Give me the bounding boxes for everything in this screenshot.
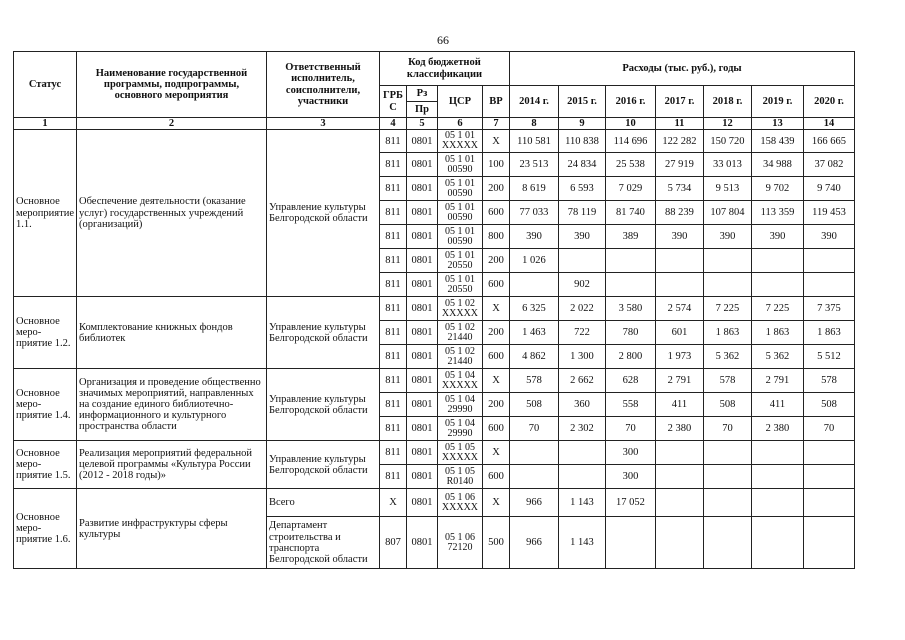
- vr-cell: 800: [482, 225, 509, 249]
- rzpr-cell: 0801: [406, 393, 437, 417]
- amount-cell: 1 863: [803, 321, 854, 345]
- amount-cell: [751, 517, 803, 569]
- amount-cell: 300: [605, 441, 655, 465]
- vr-cell: 600: [482, 201, 509, 225]
- amount-cell: 77 033: [509, 201, 558, 225]
- rzpr-cell: 0801: [406, 177, 437, 201]
- csr-cell: 05 1 04 29990: [437, 417, 482, 441]
- header-budget-code: Код бюджетной классификации: [379, 52, 509, 86]
- grbs-cell: 811: [379, 177, 406, 201]
- col-number: 9: [558, 118, 605, 130]
- col-number: 13: [751, 118, 803, 130]
- table-row: [14, 489, 855, 517]
- amount-cell: 411: [655, 393, 703, 417]
- amount-cell: 70: [803, 417, 854, 441]
- amount-cell: 4 862: [509, 345, 558, 369]
- amount-cell: 119 453: [803, 201, 854, 225]
- amount-cell: 5 362: [751, 345, 803, 369]
- rzpr-cell: 0801: [406, 441, 437, 465]
- rzpr-cell: 0801: [406, 273, 437, 297]
- header-rz: Рз: [406, 86, 437, 102]
- amount-cell: 113 359: [751, 201, 803, 225]
- amount-cell: 9 513: [703, 177, 751, 201]
- amount-cell: 902: [558, 273, 605, 297]
- csr-cell: 05 1 05 XXXXX: [437, 441, 482, 465]
- vr-cell: 600: [482, 273, 509, 297]
- amount-cell: 150 720: [703, 130, 751, 153]
- amount-cell: [803, 517, 854, 569]
- responsible-cell: Управление культуры Белгородской области: [266, 369, 379, 441]
- col-number: 10: [605, 118, 655, 130]
- status-cell: Основное меро- приятие 1.4.: [14, 369, 77, 441]
- amount-cell: [803, 273, 854, 297]
- col-number: 12: [703, 118, 751, 130]
- amount-cell: 390: [703, 225, 751, 249]
- amount-cell: 110 838: [558, 130, 605, 153]
- rzpr-cell: 0801: [406, 225, 437, 249]
- amount-cell: [655, 441, 703, 465]
- grbs-cell: 811: [379, 369, 406, 393]
- amount-cell: 1 463: [509, 321, 558, 345]
- grbs-cell: 811: [379, 441, 406, 465]
- vr-cell: 600: [482, 465, 509, 489]
- rzpr-cell: 0801: [406, 130, 437, 153]
- amount-cell: 1 143: [558, 517, 605, 569]
- amount-cell: [803, 465, 854, 489]
- amount-cell: 5 362: [703, 345, 751, 369]
- grbs-cell: 811: [379, 249, 406, 273]
- vr-cell: 600: [482, 417, 509, 441]
- activity-name-cell: Реализация мероприятий федеральной целевой программы «Культура России (2012 - 2018 годы)»: [76, 441, 266, 489]
- rzpr-cell: 0801: [406, 201, 437, 225]
- amount-cell: 300: [605, 465, 655, 489]
- status-cell: Основное мероприятие 1.1.: [14, 130, 77, 297]
- csr-cell: 05 1 01 20550: [437, 273, 482, 297]
- amount-cell: 411: [751, 393, 803, 417]
- csr-cell: 05 1 01 XXXXX: [437, 130, 482, 153]
- table-body: [14, 130, 855, 569]
- amount-cell: 17 052: [605, 489, 655, 517]
- amount-cell: 7 029: [605, 177, 655, 201]
- amount-cell: [605, 249, 655, 273]
- csr-cell: 05 1 01 00590: [437, 153, 482, 177]
- amount-cell: 70: [703, 417, 751, 441]
- amount-cell: 578: [509, 369, 558, 393]
- amount-cell: 37 082: [803, 153, 854, 177]
- amount-cell: [655, 273, 703, 297]
- amount-cell: 780: [605, 321, 655, 345]
- amount-cell: 88 239: [655, 201, 703, 225]
- grbs-cell: 811: [379, 225, 406, 249]
- rzpr-cell: 0801: [406, 417, 437, 441]
- activity-name-cell: Комплектование книжных фондов библиотек: [76, 297, 266, 369]
- responsible-cell: Всего: [266, 489, 379, 517]
- header-responsible: Ответственный исполнитель, соисполнители, участники: [266, 52, 379, 118]
- amount-cell: 24 834: [558, 153, 605, 177]
- amount-cell: 578: [703, 369, 751, 393]
- rzpr-cell: 0801: [406, 345, 437, 369]
- budget-table: [13, 51, 855, 569]
- amount-cell: 9 702: [751, 177, 803, 201]
- amount-cell: 390: [751, 225, 803, 249]
- grbs-cell: 811: [379, 130, 406, 153]
- amount-cell: 70: [605, 417, 655, 441]
- amount-cell: 578: [803, 369, 854, 393]
- amount-cell: 966: [509, 489, 558, 517]
- rzpr-cell: 0801: [406, 249, 437, 273]
- vr-cell: X: [482, 297, 509, 321]
- col-number: 1: [14, 118, 77, 130]
- rzpr-cell: 0801: [406, 321, 437, 345]
- header-vr: ВР: [482, 86, 509, 118]
- amount-cell: 360: [558, 393, 605, 417]
- page-number: 66: [437, 33, 449, 47]
- amount-cell: 3 580: [605, 297, 655, 321]
- csr-cell: 05 1 02 21440: [437, 321, 482, 345]
- amount-cell: 2 380: [655, 417, 703, 441]
- amount-cell: 25 538: [605, 153, 655, 177]
- header-year: 2018 г.: [703, 86, 751, 118]
- amount-cell: 1 026: [509, 249, 558, 273]
- grbs-cell: 811: [379, 201, 406, 225]
- header-name: Наименование государственной программы, подпрограммы, основного мероприятия: [76, 52, 266, 118]
- amount-cell: [703, 249, 751, 273]
- responsible-cell: Управление культуры Белгородской области: [266, 441, 379, 489]
- amount-cell: [655, 249, 703, 273]
- responsible-cell: Департамент строительства и транспорта Белгородской области: [266, 517, 379, 569]
- amount-cell: 23 513: [509, 153, 558, 177]
- csr-cell: 05 1 06 72120: [437, 517, 482, 569]
- amount-cell: 2 574: [655, 297, 703, 321]
- grbs-cell: 811: [379, 153, 406, 177]
- grbs-cell: 811: [379, 321, 406, 345]
- header-pr: Пр: [406, 102, 437, 118]
- amount-cell: [703, 441, 751, 465]
- amount-cell: 966: [509, 517, 558, 569]
- table-header: [14, 52, 855, 130]
- amount-cell: 7 375: [803, 297, 854, 321]
- amount-cell: 389: [605, 225, 655, 249]
- amount-cell: 1 973: [655, 345, 703, 369]
- col-number: 8: [509, 118, 558, 130]
- amount-cell: 1 863: [703, 321, 751, 345]
- amount-cell: 1 863: [751, 321, 803, 345]
- amount-cell: [803, 249, 854, 273]
- rzpr-cell: 0801: [406, 517, 437, 569]
- amount-cell: [509, 465, 558, 489]
- rzpr-cell: 0801: [406, 489, 437, 517]
- status-cell: Основное меро- приятие 1.2.: [14, 297, 77, 369]
- responsible-cell: Управление культуры Белгородской области: [266, 297, 379, 369]
- status-cell: Основное меро- приятие 1.5.: [14, 441, 77, 489]
- vr-cell: X: [482, 130, 509, 153]
- amount-cell: 6 593: [558, 177, 605, 201]
- header-year: 2015 г.: [558, 86, 605, 118]
- amount-cell: 6 325: [509, 297, 558, 321]
- grbs-cell: X: [379, 489, 406, 517]
- amount-cell: 8 619: [509, 177, 558, 201]
- amount-cell: [751, 249, 803, 273]
- header-year: 2014 г.: [509, 86, 558, 118]
- amount-cell: [703, 489, 751, 517]
- amount-cell: 601: [655, 321, 703, 345]
- amount-cell: [803, 441, 854, 465]
- vr-cell: X: [482, 369, 509, 393]
- rzpr-cell: 0801: [406, 465, 437, 489]
- csr-cell: 05 1 02 21440: [437, 345, 482, 369]
- col-number: 5: [406, 118, 437, 130]
- vr-cell: 200: [482, 393, 509, 417]
- rzpr-cell: 0801: [406, 297, 437, 321]
- amount-cell: [558, 249, 605, 273]
- amount-cell: [605, 273, 655, 297]
- activity-name-cell: Обеспечение деятельности (оказание услуг) государственных учреждений (организаций): [76, 130, 266, 297]
- amount-cell: 166 665: [803, 130, 854, 153]
- csr-cell: 05 1 02 XXXXX: [437, 297, 482, 321]
- header-year: 2017 г.: [655, 86, 703, 118]
- amount-cell: [655, 489, 703, 517]
- header-year: 2016 г.: [605, 86, 655, 118]
- header-year: 2020 г.: [803, 86, 854, 118]
- amount-cell: 390: [803, 225, 854, 249]
- col-number: 6: [437, 118, 482, 130]
- amount-cell: 5 734: [655, 177, 703, 201]
- table-row: [14, 130, 855, 153]
- csr-cell: 05 1 05 R0140: [437, 465, 482, 489]
- grbs-cell: 811: [379, 417, 406, 441]
- amount-cell: 2 662: [558, 369, 605, 393]
- grbs-cell: 811: [379, 297, 406, 321]
- vr-cell: X: [482, 441, 509, 465]
- vr-cell: 100: [482, 153, 509, 177]
- amount-cell: 9 740: [803, 177, 854, 201]
- csr-cell: 05 1 06 XXXXX: [437, 489, 482, 517]
- amount-cell: 122 282: [655, 130, 703, 153]
- amount-cell: 33 013: [703, 153, 751, 177]
- amount-cell: [655, 465, 703, 489]
- table-row: [14, 369, 855, 393]
- amount-cell: 390: [655, 225, 703, 249]
- amount-cell: [605, 517, 655, 569]
- amount-cell: 628: [605, 369, 655, 393]
- amount-cell: 2 791: [751, 369, 803, 393]
- amount-cell: 390: [509, 225, 558, 249]
- amount-cell: 508: [509, 393, 558, 417]
- csr-cell: 05 1 04 29990: [437, 393, 482, 417]
- amount-cell: 1 143: [558, 489, 605, 517]
- header-grbs: ГРБ С: [379, 86, 406, 118]
- amount-cell: [509, 441, 558, 465]
- amount-cell: 5 512: [803, 345, 854, 369]
- amount-cell: 107 804: [703, 201, 751, 225]
- col-number: 7: [482, 118, 509, 130]
- grbs-cell: 811: [379, 465, 406, 489]
- csr-cell: 05 1 01 20550: [437, 249, 482, 273]
- amount-cell: 34 988: [751, 153, 803, 177]
- amount-cell: [751, 273, 803, 297]
- amount-cell: 722: [558, 321, 605, 345]
- grbs-cell: 811: [379, 393, 406, 417]
- header-expenses: Расходы (тыс. руб.), годы: [509, 52, 854, 86]
- col-number: 4: [379, 118, 406, 130]
- amount-cell: 508: [703, 393, 751, 417]
- amount-cell: 390: [558, 225, 605, 249]
- grbs-cell: 811: [379, 273, 406, 297]
- col-number: 14: [803, 118, 854, 130]
- csr-cell: 05 1 01 00590: [437, 201, 482, 225]
- amount-cell: 70: [509, 417, 558, 441]
- vr-cell: X: [482, 489, 509, 517]
- amount-cell: 27 919: [655, 153, 703, 177]
- amount-cell: 114 696: [605, 130, 655, 153]
- amount-cell: 508: [803, 393, 854, 417]
- amount-cell: [751, 441, 803, 465]
- amount-cell: 2 022: [558, 297, 605, 321]
- grbs-cell: 811: [379, 345, 406, 369]
- csr-cell: 05 1 01 00590: [437, 225, 482, 249]
- amount-cell: [703, 517, 751, 569]
- vr-cell: 500: [482, 517, 509, 569]
- rzpr-cell: 0801: [406, 369, 437, 393]
- header-csr: ЦСР: [437, 86, 482, 118]
- amount-cell: [655, 517, 703, 569]
- amount-cell: [558, 441, 605, 465]
- header-status: Статус: [14, 52, 77, 118]
- vr-cell: 600: [482, 345, 509, 369]
- amount-cell: [558, 465, 605, 489]
- csr-cell: 05 1 01 00590: [437, 177, 482, 201]
- amount-cell: 7 225: [703, 297, 751, 321]
- amount-cell: [703, 465, 751, 489]
- amount-cell: 1 300: [558, 345, 605, 369]
- status-cell: Основное меро- приятие 1.6.: [14, 489, 77, 569]
- rzpr-cell: 0801: [406, 153, 437, 177]
- grbs-cell: 807: [379, 517, 406, 569]
- vr-cell: 200: [482, 249, 509, 273]
- csr-cell: 05 1 04 XXXXX: [437, 369, 482, 393]
- responsible-cell: Управление культуры Белгородской области: [266, 130, 379, 297]
- amount-cell: 81 740: [605, 201, 655, 225]
- vr-cell: 200: [482, 321, 509, 345]
- amount-cell: 2 380: [751, 417, 803, 441]
- amount-cell: [803, 489, 854, 517]
- table-row: [14, 297, 855, 321]
- amount-cell: [509, 273, 558, 297]
- amount-cell: 110 581: [509, 130, 558, 153]
- amount-cell: [751, 465, 803, 489]
- activity-name-cell: Развитие инфраструктуры сферы культуры: [76, 489, 266, 569]
- table-row: [14, 441, 855, 465]
- activity-name-cell: Организация и проведение общественно значимых мероприятий, направленных на создание единого библиотечно-информационного и культурного пространства области: [76, 369, 266, 441]
- col-number: 2: [76, 118, 266, 130]
- header-year: 2019 г.: [751, 86, 803, 118]
- amount-cell: 2 800: [605, 345, 655, 369]
- amount-cell: [703, 273, 751, 297]
- col-number: 3: [266, 118, 379, 130]
- amount-cell: 558: [605, 393, 655, 417]
- amount-cell: 2 302: [558, 417, 605, 441]
- col-number: 11: [655, 118, 703, 130]
- amount-cell: [751, 489, 803, 517]
- amount-cell: 2 791: [655, 369, 703, 393]
- amount-cell: 7 225: [751, 297, 803, 321]
- amount-cell: 78 119: [558, 201, 605, 225]
- vr-cell: 200: [482, 177, 509, 201]
- amount-cell: 158 439: [751, 130, 803, 153]
